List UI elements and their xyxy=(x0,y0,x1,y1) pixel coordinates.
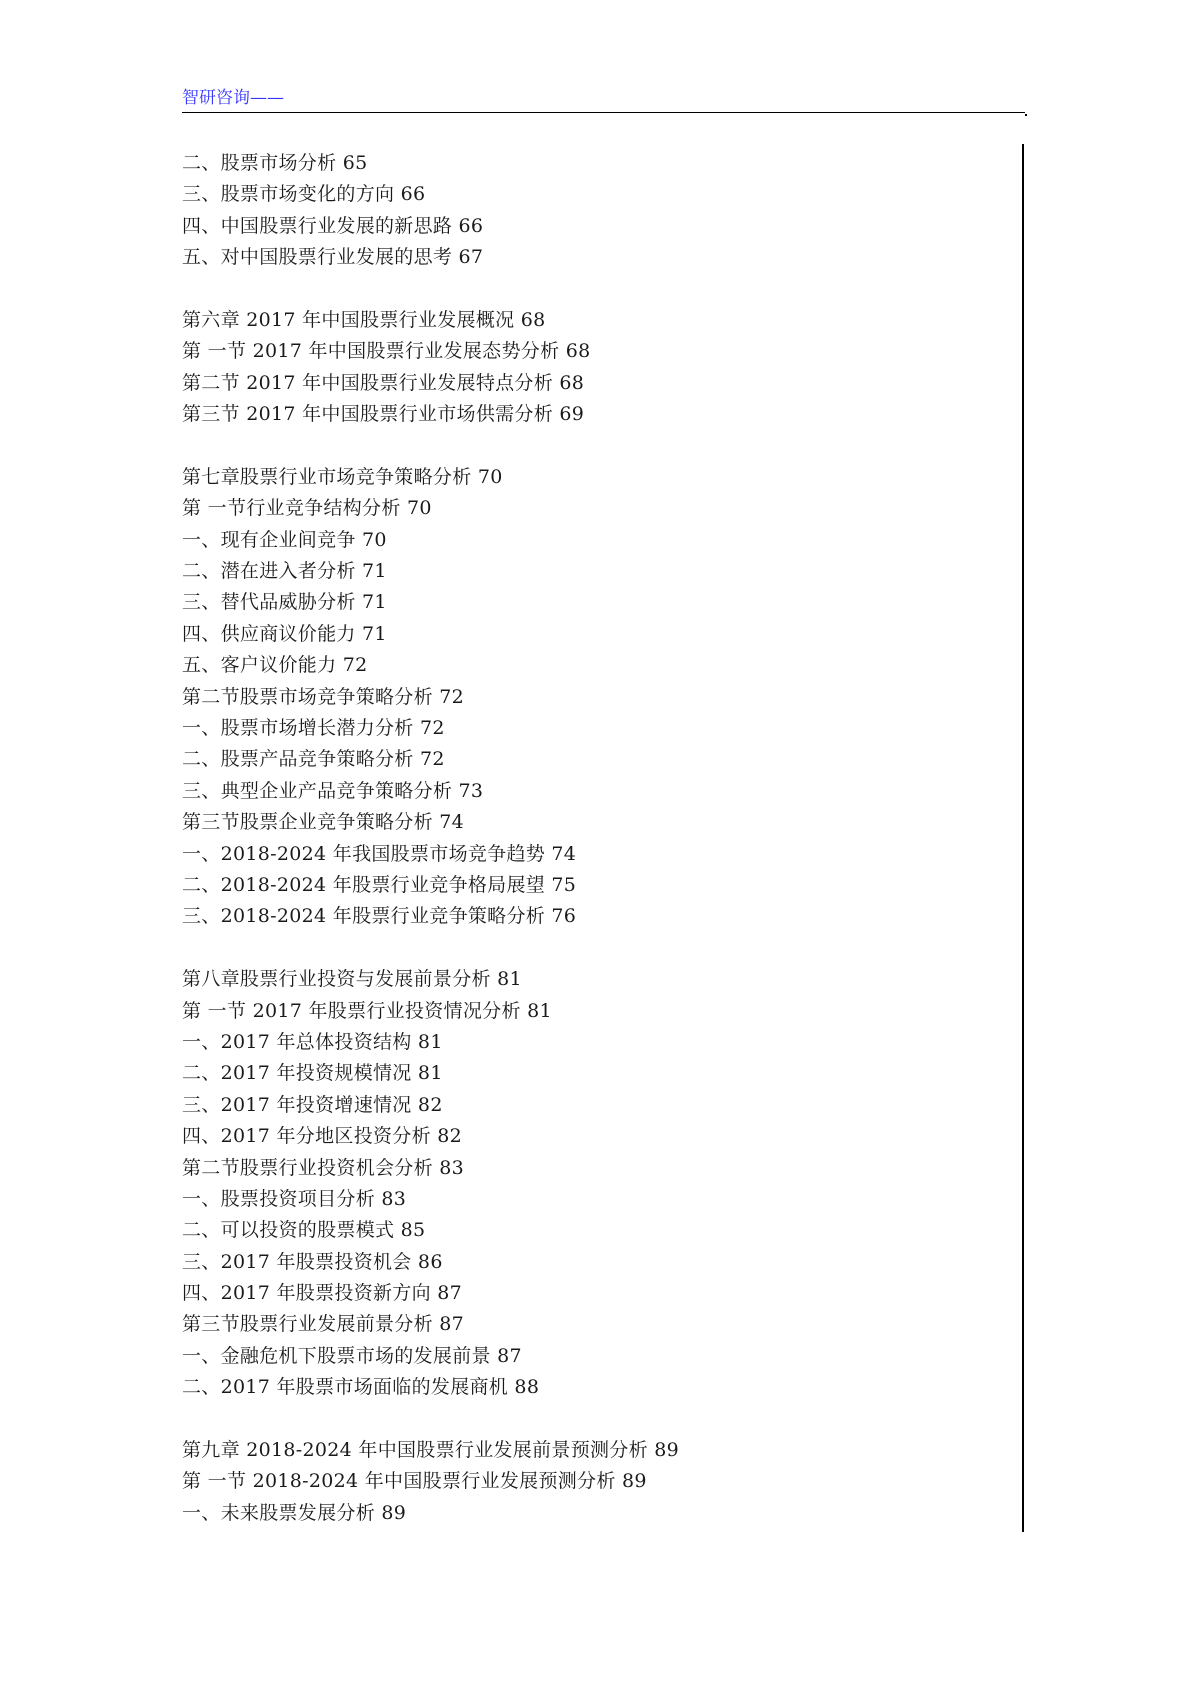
toc-entry: 一、2018-2024 年我国股票市场竞争趋势 74 xyxy=(182,842,577,865)
toc-entry: 第 一节 2017 年股票行业投资情况分析 81 xyxy=(182,999,552,1022)
toc-entry: 第二节股票行业投资机会分析 83 xyxy=(182,1156,465,1179)
toc-entry: 四、2017 年分地区投资分析 82 xyxy=(182,1125,463,1148)
toc-entry: 二、股票市场分析 65 xyxy=(182,152,368,174)
toc-entry: 一、金融危机下股票市场的发展前景 87 xyxy=(182,1344,522,1367)
toc-entry: 二、2017 年投资规模情况 81 xyxy=(182,1062,443,1085)
page-header xyxy=(182,86,1025,113)
header-rule-end xyxy=(1025,114,1027,116)
toc-entry: 第二节股票市场竞争策略分析 72 xyxy=(182,685,465,708)
toc-entry: 三、股票市场变化的方向 66 xyxy=(182,183,426,206)
toc-entry: 一、股票投资项目分析 83 xyxy=(182,1187,407,1210)
toc-entry: 三、替代品威胁分析 71 xyxy=(182,591,387,614)
toc-entry: 四、2017 年股票投资新方向 87 xyxy=(182,1282,463,1305)
toc-entry: 一、未来股票发展分析 89 xyxy=(182,1501,407,1524)
toc-entry: 五、对中国股票行业发展的思考 67 xyxy=(182,246,484,269)
toc-entry: 三、2018-2024 年股票行业竞争策略分析 76 xyxy=(182,905,577,928)
toc-entry: 第 一节 2017 年中国股票行业发展态势分析 68 xyxy=(182,340,591,363)
toc-entry: 第 一节 2018-2024 年中国股票行业发展预测分析 89 xyxy=(182,1470,647,1493)
toc-entry: 三、典型企业产品竞争策略分析 73 xyxy=(182,779,484,802)
toc-entry: 第七章股票行业市场竞争策略分析 70 xyxy=(182,465,503,488)
toc-entry: 第三节股票企业竞争策略分析 74 xyxy=(182,811,465,834)
right-margin-rule xyxy=(1022,144,1024,1532)
toc-entry: 第九章 2018-2024 年中国股票行业发展前景预测分析 89 xyxy=(182,1439,680,1462)
toc-entry: 第八章股票行业投资与发展前景分析 81 xyxy=(182,968,522,991)
toc-entry: 四、中国股票行业发展的新思路 66 xyxy=(182,214,484,237)
toc-entry: 第三节 2017 年中国股票行业市场供需分析 69 xyxy=(182,403,585,426)
toc-entry: 二、股票产品竞争策略分析 72 xyxy=(182,748,445,771)
table-of-contents xyxy=(182,148,1012,1529)
toc-entry: 一、现有企业间竞争 70 xyxy=(182,528,387,551)
toc-entry: 三、2017 年投资增速情况 82 xyxy=(182,1093,443,1116)
toc-entry: 二、2018-2024 年股票行业竞争格局展望 75 xyxy=(182,873,577,896)
toc-entry: 第三节股票行业发展前景分析 87 xyxy=(182,1313,465,1336)
section-spacer xyxy=(182,431,1012,462)
toc-entry: 一、2017 年总体投资结构 81 xyxy=(182,1030,443,1053)
toc-entry: 二、潜在进入者分析 71 xyxy=(182,560,387,583)
header-title: 智研咨询—— xyxy=(182,88,284,108)
toc-entry: 三、2017 年股票投资机会 86 xyxy=(182,1250,443,1273)
section-spacer xyxy=(182,1404,1012,1435)
toc-entry: 一、股票市场增长潜力分析 72 xyxy=(182,717,445,740)
section-spacer xyxy=(182,933,1012,964)
toc-entry: 四、供应商议价能力 71 xyxy=(182,622,387,645)
toc-entry: 二、2017 年股票市场面临的发展商机 88 xyxy=(182,1376,540,1399)
toc-entry: 第六章 2017 年中国股票行业发展概况 68 xyxy=(182,308,546,331)
toc-entry: 第 一节行业竞争结构分析 70 xyxy=(182,497,432,520)
toc-entry: 五、客户议价能力 72 xyxy=(182,654,368,677)
toc-entry: 二、可以投资的股票模式 85 xyxy=(182,1219,426,1242)
section-spacer xyxy=(182,274,1012,305)
toc-entry: 第二节 2017 年中国股票行业发展特点分析 68 xyxy=(182,371,585,394)
